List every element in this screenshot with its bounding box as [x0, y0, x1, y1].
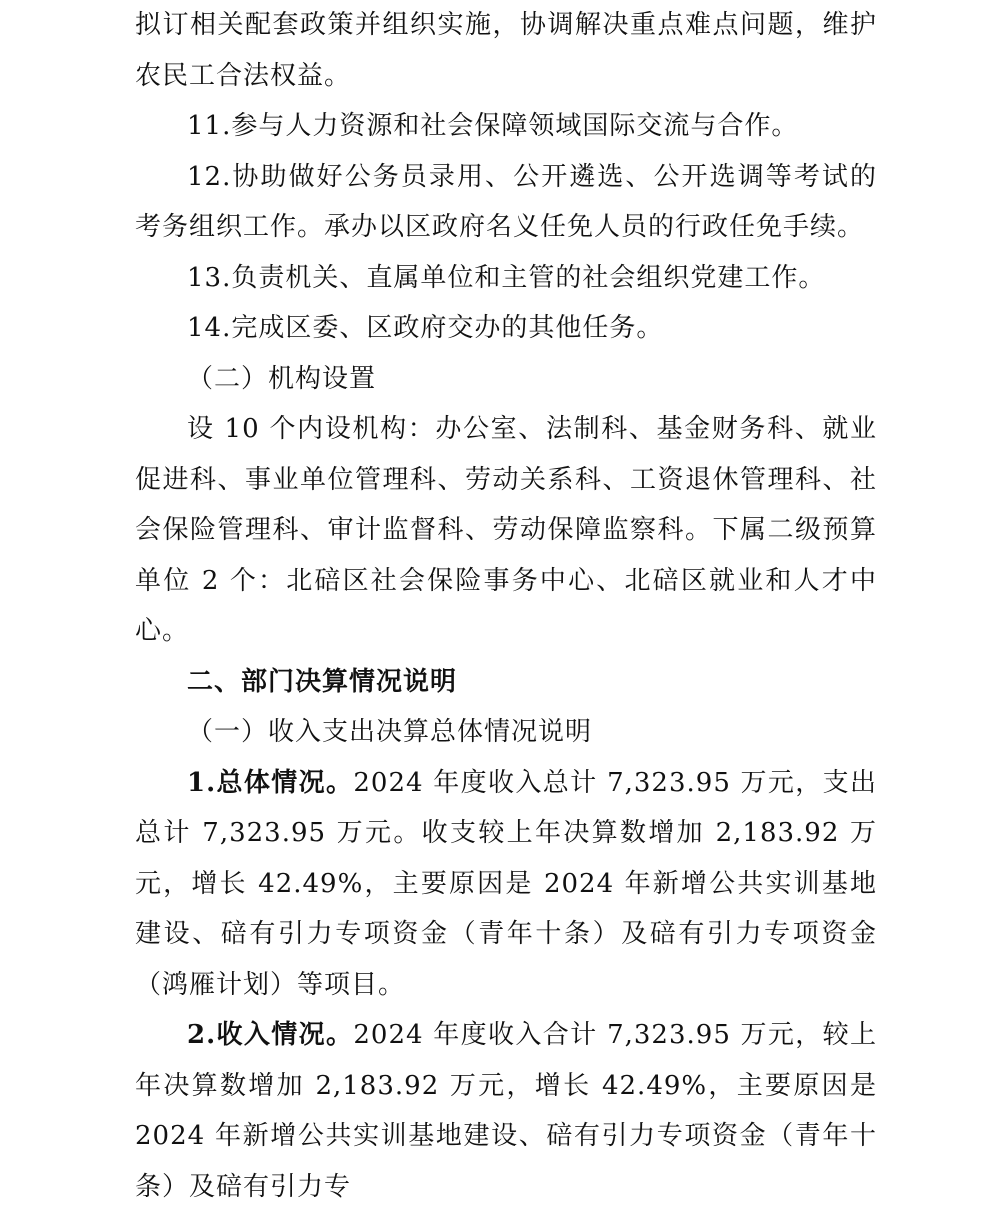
paragraph-duty-12: 12.协助做好公务员录用、公开遴选、公开选调等考试的考务组织工作。承办以区政府名义任免人员的行政任免手续。	[135, 161, 877, 242]
paragraph-body: 2024 年度收入合计 7,323.95 万元，较上年决算数增加 2,183.92 万元，增长 42.49%，主要原因是 2024 年新增公共实训基地建设、碚有引力专项资金（青年十条）及碚有引力专	[135, 1020, 877, 1202]
document-page	[135, 0, 877, 1212]
paragraph-duty-11: 11.参与人力资源和社会保障领域国际交流与合作。	[187, 111, 799, 141]
paragraph-duty-14: 14.完成区委、区政府交办的其他任务。	[187, 313, 664, 343]
heading-org-setup: （二）机构设置	[187, 363, 377, 394]
paragraph-body: 2024 年度收入总计 7,323.95 万元，支出总计 7,323.95 万元。收支较上年决算数增加 2,183.92 万元，增长 42.49%，主要原因是 2024 年新增公共实训基地建设、碚有引力专项资金（青年十条）及碚有引力专项资金（鸿雁计划）等项目。	[135, 767, 877, 1000]
heading-section-2: 二、部门决算情况说明	[187, 666, 458, 697]
paragraph-lead: 2.收入情况。	[187, 1020, 354, 1050]
paragraph-duty-10-continued: 拟订相关配套政策并组织实施，协调解决重点难点问题，维护农民工合法权益。	[135, 10, 877, 91]
paragraph-lead: 1.总体情况。	[187, 767, 354, 798]
paragraph-income	[135, 1010, 877, 1212]
heading-subsection-1: （一）收入支出决算总体情况说明	[187, 717, 593, 747]
paragraph-duty-13: 13.负责机关、直属单位和主管的社会组织党建工作。	[187, 262, 826, 293]
paragraph-org-setup: 设 10 个内设机构：办公室、法制科、基金财务科、就业促进科、事业单位管理科、劳动关系科、工资退休管理科、社会保险管理科、审计监督科、劳动保障监察科。下属二级预算单位 2 个：北碚区社会保险事务中心、北碚区就业和人才中心。	[135, 414, 877, 646]
paragraph-total-overview	[135, 758, 877, 1011]
